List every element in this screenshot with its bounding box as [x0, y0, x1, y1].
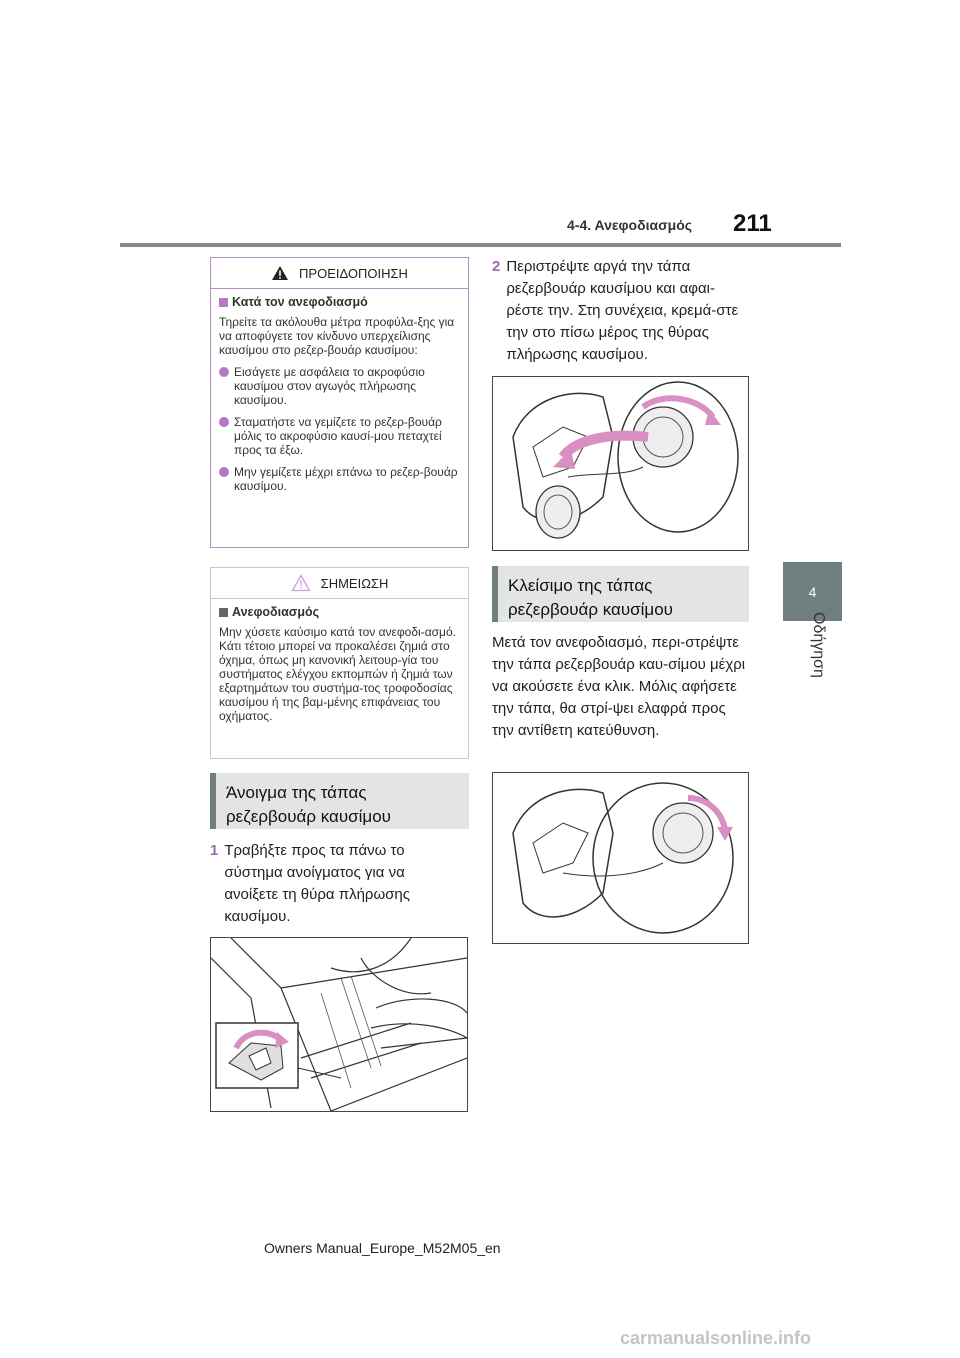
lever-inset-icon	[216, 1023, 298, 1088]
step-number: 2	[492, 258, 501, 275]
warning-bullet: Εισάγετε με ασφάλεια το ακροφύσιο καυσίμου στον αγωγός πλήρωσης καυσίμου.	[219, 365, 460, 407]
section-title: 4-4. Ανεφοδιασμός	[567, 217, 693, 233]
fuel-cap-open-illustration	[493, 377, 748, 550]
watermark: carmanualsonline.info	[620, 1328, 812, 1348]
header-rule	[120, 243, 841, 247]
warning-title: ΠΡΟΕΙΔΟΠΟΙΗΣΗ	[299, 265, 408, 281]
step-1	[210, 840, 460, 928]
car-interior-illustration	[211, 938, 467, 1111]
bullet-dot-icon	[219, 417, 229, 427]
warning-subheading: Κατά τον ανεφοδιασμό	[219, 295, 460, 309]
square-bullet-icon	[219, 608, 228, 617]
chapter-number: 4	[808, 583, 817, 600]
notice-box	[210, 567, 469, 759]
notice-subheading: Ανεφοδιασμός	[219, 605, 460, 619]
page-number: 211	[733, 210, 772, 237]
bullet-dot-icon	[219, 467, 229, 477]
section-heading-closing: Κλείσιμο της τάπας ρεζερβουάρ καυσίμου	[492, 566, 749, 622]
warning-bullet: Μην γεμίζετε μέχρι επάνω το ρεζερ-βουάρ καυσίμου.	[219, 465, 460, 493]
bullet-dot-icon	[219, 367, 229, 377]
warning-bullet: Σταματήστε να γεμίζετε το ρεζερ-βουάρ μόλις το ακροφύσιο καυσί-μου πεταχτεί προς τα έξω.	[219, 415, 460, 457]
notice-title: ΣΗΜΕΙΩΣΗ	[320, 575, 389, 591]
step-2	[492, 256, 742, 366]
notice-triangle-icon	[291, 574, 311, 592]
footer-text: Owners Manual_Europe_M52M05_en	[264, 1240, 501, 1256]
warning-box	[210, 257, 469, 548]
step-text: Τραβήξτε προς τα πάνω το σύστημα ανοίγματος για να ανοίξετε τη θύρα πλήρωσης καυσίμου.	[224, 842, 410, 925]
step-text: Περιστρέψτε αργά την τάπα ρεζερβουάρ καυσίμου και αφαι-ρέστε την. Στη συνέχεια, κρεμά-στε την στο πίσω μέρος της θύρας πλήρωσης καυσίμου.	[506, 258, 739, 363]
notice-header	[211, 568, 468, 599]
step-number: 1	[210, 842, 219, 859]
figure-fuel-door-lever	[210, 937, 468, 1112]
warning-triangle-icon	[271, 265, 289, 281]
section-heading-opening: Άνοιγμα της τάπας ρεζερβουάρ καυσίμου	[210, 773, 469, 829]
chapter-name: Οδήγηση	[810, 612, 827, 678]
fuel-cap-close-illustration	[493, 773, 748, 943]
figure-close-cap	[492, 772, 749, 944]
warning-intro: Τηρείτε τα ακόλουθα μέτρα προφύλα-ξης για να αποφύγετε τον κίνδυνο υπερχείλισης καυσίμου στο ρεζερ-βουάρ καυσίμου:	[219, 315, 455, 357]
closing-text: Μετά τον ανεφοδιασμό, περι-στρέψτε την τάπα ρεζερβουάρ καυ-σίμου μέχρι να ακούσετε ένα κλικ. Μόλις αφήσετε την τάπα, θα στρί-ψει ελαφρά προς την αντίθετη κατεύθυνση.	[492, 634, 746, 739]
square-bullet-icon	[219, 298, 228, 307]
warning-header	[211, 258, 468, 289]
figure-open-cap	[492, 376, 749, 551]
notice-text: Μην χύσετε καύσιμο κατά τον ανεφοδι-ασμό. Κάτι τέτοιο μπορεί να προκαλέσει ζημιά στο όχημα, όπως μη κανονική λειτουρ-γία του συστήματος ελέγχου εκπομπών ή ζημιά των εξαρτημάτων του συστήμα-τος τροφοδοσίας καυσίμου ή της βαμ-μένης επιφάνειας του οχήματος.	[219, 625, 456, 723]
